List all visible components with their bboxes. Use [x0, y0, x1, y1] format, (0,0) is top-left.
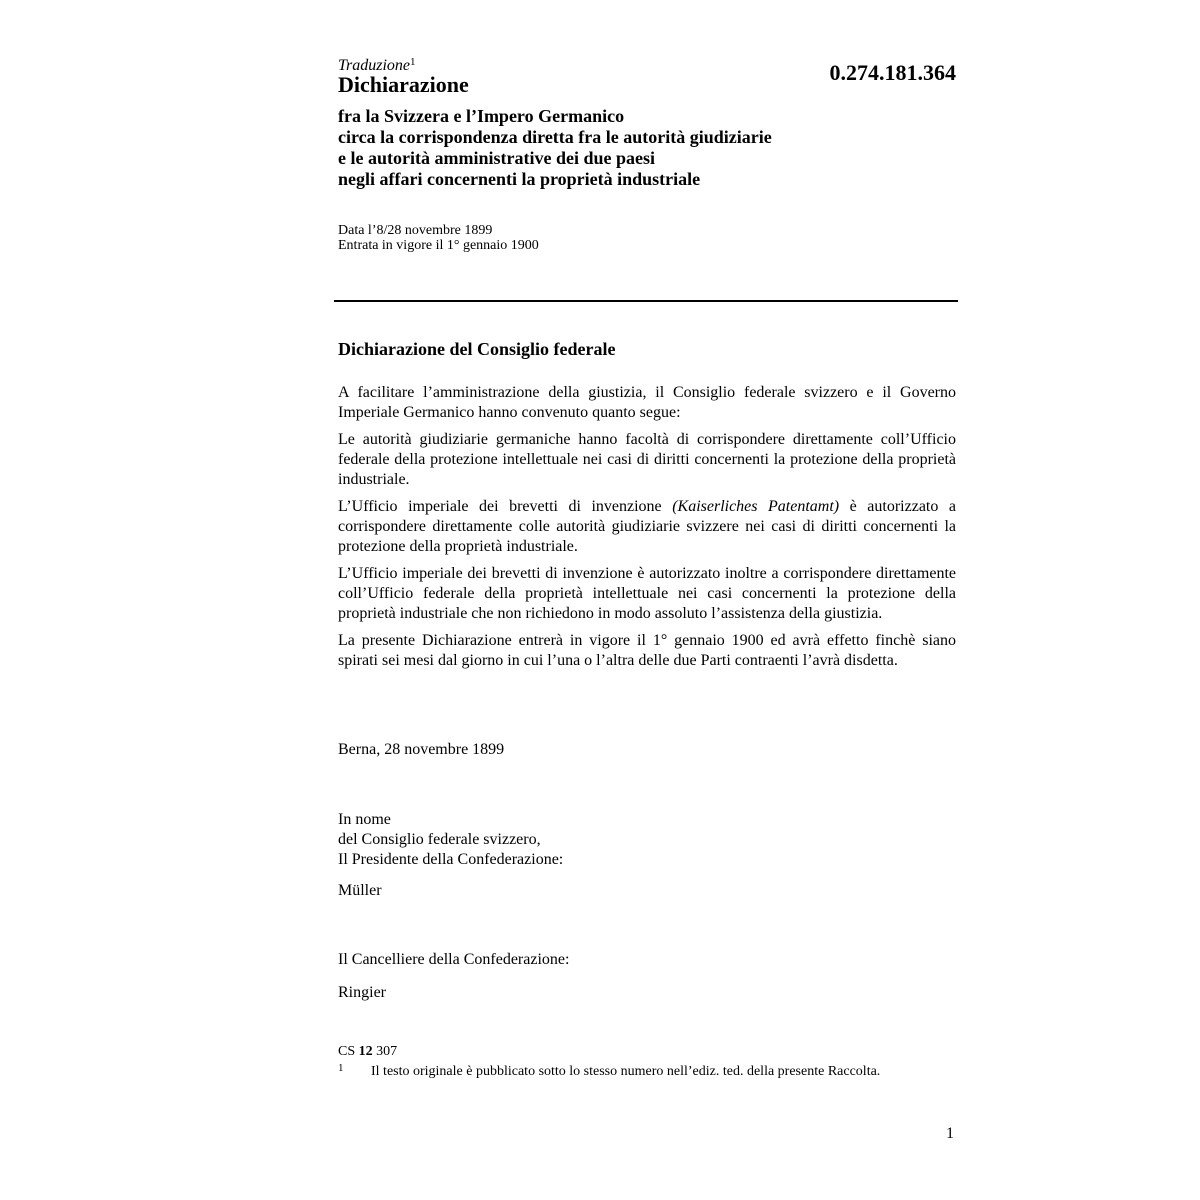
in-force-line: Entrata in vigore il 1° gennaio 1900 [338, 238, 539, 253]
signatory-name: Ringier [338, 984, 386, 1001]
footnote-mark: 1 [338, 1062, 344, 1074]
signature-block-chancellor: Il Cancelliere della Confederazione: [338, 951, 570, 968]
subtitle-line: e le autorità amministrative dei due paesi [338, 148, 655, 168]
translation-text: Traduzione [338, 57, 411, 74]
subtitle-line: negli affari concernenti la proprietà industriale [338, 169, 701, 189]
paragraph-segment: L’Ufficio imperiale dei brevetti di invenzione [338, 498, 673, 515]
paragraph: Le autorità giudiziarie germaniche hanno facoltà di corrispondere direttamente coll’Ufficio federale della protezione intellettuale nei casi di diritti concernenti la protezione della proprietà industriale. [338, 431, 956, 488]
subtitle-line: fra la Svizzera e l’Impero Germanico [338, 106, 625, 126]
footnote [338, 1063, 938, 1080]
section-heading: Dichiarazione del Consiglio federale [338, 339, 616, 359]
subtitle-line: circa la corrispondenza diretta fra le autorità giudiziarie [338, 127, 772, 147]
paragraph: A facilitare l’amministrazione della giustizia, il Consiglio federale svizzero e il Governo Imperiale Germanico hanno convenuto quanto segue: [338, 384, 956, 421]
cs-prefix: CS [338, 1044, 356, 1059]
sr-number: 0.274.181.364 [829, 60, 956, 85]
paragraph-segment: è autorizzato a corrispondere direttamente colle autorità giudiziarie svizzere nei casi di diritti concernenti la protezione della proprietà industriale. [338, 498, 956, 555]
footnote-text: Il testo originale è pubblicato sotto lo stesso numero nell’ediz. ted. della presente Raccolta. [371, 1064, 881, 1079]
signature-block-president [338, 810, 956, 870]
signature-line: In nome [338, 811, 391, 828]
cs-volume: 12 [358, 1044, 373, 1059]
document-subtitle [338, 106, 956, 190]
body-text [338, 383, 956, 678]
signature-line: Il Presidente della Confederazione: [338, 851, 564, 868]
cs-page: 307 [376, 1044, 398, 1059]
header-divider [334, 300, 958, 302]
footnote-ref: 1 [410, 56, 416, 68]
paragraph: L’Ufficio imperiale dei brevetti di invenzione è autorizzato inoltre a corrispondere direttamente coll’Ufficio federale della proprietà intellettuale nei casi concernenti la protezione della proprietà industriale che non richiedono in modo assoluto l’assistenza della giustizia. [338, 565, 956, 622]
paragraph: La presente Dichiarazione entrerà in vigore il 1° gennaio 1900 ed avrà effetto finchè siano spirati sei mesi dal giorno in cui l’una o l’altra delle due Parti contraenti l’avrà disdetta. [338, 632, 956, 669]
signatory-name: Müller [338, 882, 382, 899]
paragraph [338, 497, 956, 557]
cs-reference [338, 1043, 956, 1060]
paragraph-italic-segment: (Kaiserliches Patentamt) [672, 498, 840, 515]
document-dates [338, 223, 956, 253]
place-date: Berna, 28 novembre 1899 [338, 741, 505, 758]
date-line: Data l’8/28 novembre 1899 [338, 223, 493, 238]
document-title: Dichiarazione [338, 72, 469, 97]
signature-line: del Consiglio federale svizzero, [338, 831, 541, 848]
page-number: 1 [946, 1125, 954, 1142]
